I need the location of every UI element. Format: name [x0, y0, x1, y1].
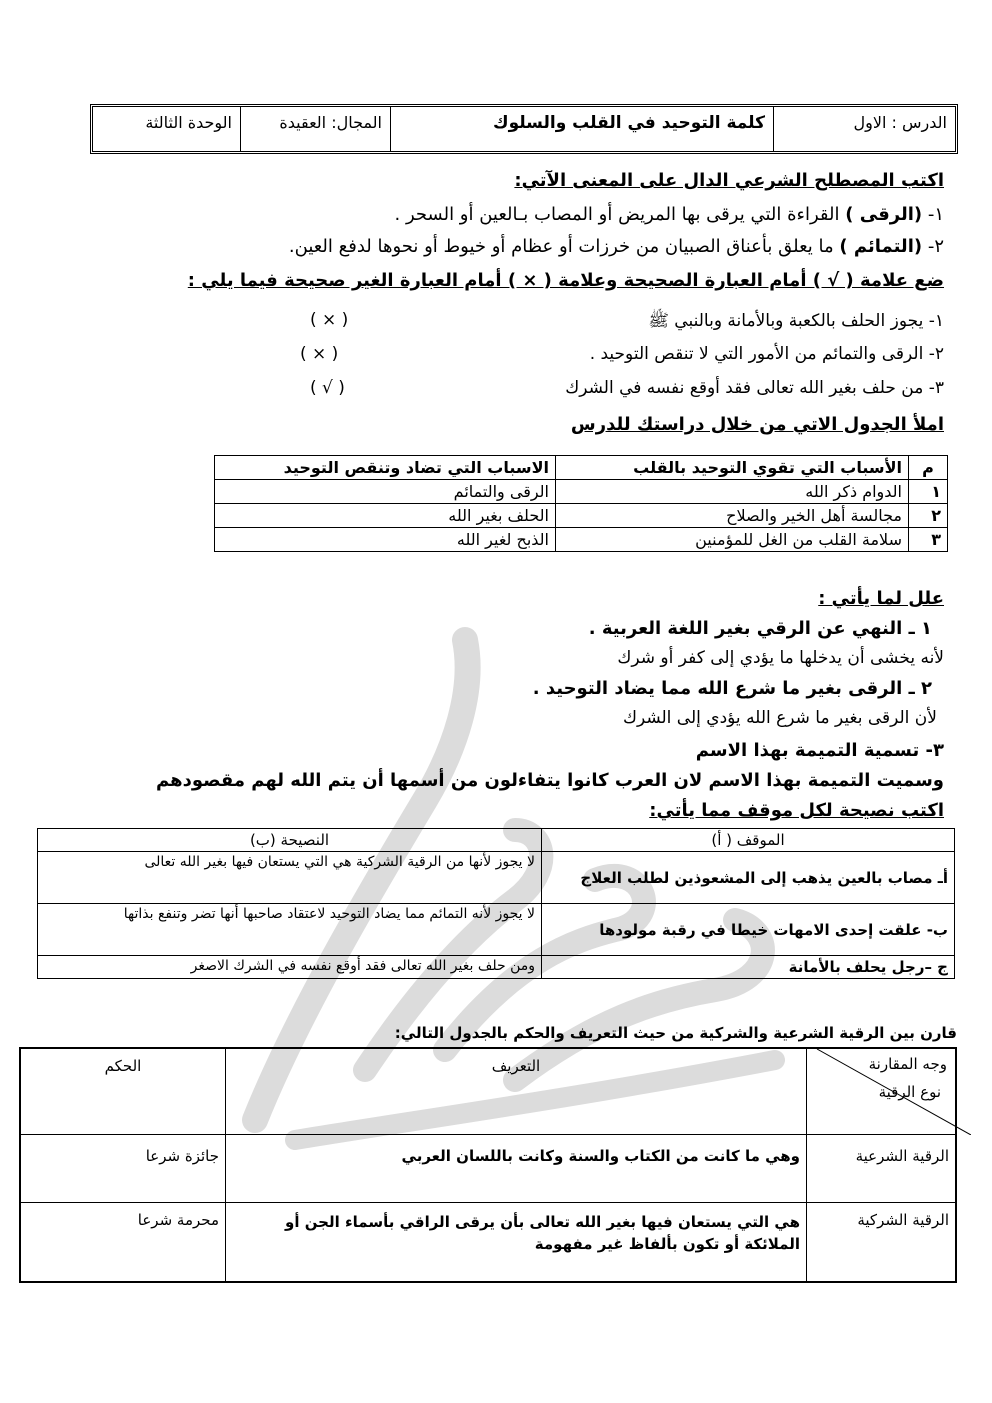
- reason-question-1: ١ ـ النهي عن الرقي بغير اللغة العربية .: [588, 618, 932, 639]
- term-item-text: ما يعلق بأعناق الصبيان من خرزات أو عظام أو خيوط أو نحوها لدفع العين.: [288, 236, 834, 257]
- header-box: [90, 104, 958, 154]
- lesson-title: كلمة التوحيد في القلب والسلوك: [390, 107, 773, 151]
- table-row: [215, 528, 948, 552]
- table-cell: وهي ما كانت من الكتاب والسنة وكانت باللسان العربي: [226, 1134, 807, 1202]
- table-cell: جائزة شرعا: [20, 1134, 226, 1202]
- table-row: [20, 1202, 956, 1282]
- truefalse-item-3: ٣- من حلف بغير الله تعالى فقد أوقع نفسه في الشرك: [565, 378, 944, 398]
- table-header-row: [215, 456, 948, 480]
- term-item-2: [289, 236, 944, 257]
- truefalse-mark-1: ( × ): [310, 310, 349, 330]
- table-cell: ب- علقت إحدى الامهات خيطا في رقبة مولودها: [542, 904, 955, 956]
- table-header-row: [20, 1048, 956, 1134]
- reason-question-3: ٣- تسمية التميمة بهذا الاسم: [695, 740, 944, 761]
- truefalse-item-1: ١- يجوز الحلف بالكعبة وبالأمانة وبالنبي ﷺ: [648, 311, 944, 331]
- reason-answer-3: وسميت التميمة بهذا الاسم لان العرب كانوا يتفاءلون من أسمها أن يتم الله لهم مقصودهم: [156, 770, 944, 791]
- section6-heading: قارن بين الرقية الشرعية والشركية من حيث التعريف والحكم بالجدول التالي:: [394, 1024, 957, 1042]
- table-cell: الحلف بغير الله: [215, 504, 556, 528]
- table-cell: ومن حلف بغير الله تعالى فقد أوقع نفسه في الشرك الاصغر: [38, 956, 542, 979]
- table-cell: الرقى والتمائم: [215, 480, 556, 504]
- section2-heading: ضع علامة ( √ ) أمام العبارة الصحيحة وعلامة ( × ) أمام العبارة الغير صحيحة فيما يلي :: [187, 270, 944, 291]
- corner-top-label: وجه المقارنة: [868, 1055, 947, 1073]
- table-header-cell: التعريف: [226, 1048, 807, 1134]
- table-cell: ٢: [909, 504, 948, 528]
- table-cell: ٣: [909, 528, 948, 552]
- truefalse-mark-3: ( √ ): [310, 378, 345, 398]
- field-label: المجال: العقيدة: [240, 107, 390, 151]
- table-cell: لا يجوز لأنها من الرقية الشركية هي التي يستعان فيها بغير الله تعالى: [38, 852, 542, 904]
- table-header-cell: الموقف ( أ): [542, 829, 955, 852]
- term-item-1: [395, 204, 944, 225]
- table-cell: سلامة القلب من الغل للمؤمنين: [556, 528, 909, 552]
- table-cell: هي التي يستعان فيها بغير الله تعالى بأن يرقى الراقي بأسماء الجن أو الملائكة أو تكون بألفاظ غير مفهومة: [226, 1202, 807, 1282]
- lesson-label: الدرس : الاول: [773, 107, 955, 151]
- section1-heading: اكتب المصطلح الشرعي الدال على المعنى الآتي:: [514, 170, 944, 191]
- table-header-cell: الاسباب التي تضاد وتنقص التوحيد: [215, 456, 556, 480]
- truefalse-item-2: ٢- الرقى والتمائم من الأمور التي لا تنقص التوحيد .: [589, 344, 944, 364]
- table-cell: أـ مصاب بالعين يذهب إلى المشعوذين لطلب العلاج: [542, 852, 955, 904]
- corner-cell: [807, 1048, 957, 1134]
- table-cell: الدوام ذكر الله: [556, 480, 909, 504]
- table-cell: لا يجوز لأنه التمائم مما يضاد التوحيد لاعتقاد صاحبها أنها تضر وتنفع بذاتها: [38, 904, 542, 956]
- section4-heading: علل لما يأتي :: [818, 588, 944, 609]
- table-row: [38, 852, 955, 904]
- table-cell: مجالسة أهل الخير والصلاح: [556, 504, 909, 528]
- table-header-cell: الأسباب التي تقوي التوحيد بالقلب: [556, 456, 909, 480]
- reason-answer-2: لأن الرقى بغير ما شرع الله يؤدي إلى الشرك: [622, 708, 937, 728]
- term-item-num: ١-: [927, 204, 944, 225]
- reason-question-2: ٢ ـ الرقى بغير ما شرع الله مما يضاد التوحيد .: [532, 678, 932, 699]
- table-cell: الرقية الشرعية: [807, 1134, 957, 1202]
- table-row: [38, 956, 955, 979]
- term-item-text: القراءة التي يرقى بها المريض أو المصاب بـالعين أو السحر .: [394, 204, 840, 225]
- table-cell: الرقية الشركية: [807, 1202, 957, 1282]
- unit-label: الوحدة الثالثة: [145, 113, 232, 132]
- section3-heading: املأ الجدول الاتي من خلال دراستك للدرس: [570, 414, 944, 435]
- table-header-cell: الحكم: [20, 1048, 226, 1134]
- table-cell: محرمة شرعا: [20, 1202, 226, 1282]
- causes-table: [214, 455, 948, 552]
- table-header-cell: م: [909, 456, 948, 480]
- term-item-term: (الرقى ): [845, 204, 923, 225]
- table-row: [20, 1134, 956, 1202]
- table-header-row: [38, 829, 955, 852]
- table-cell: الذبح لغير الله: [215, 528, 556, 552]
- table-row: [215, 480, 948, 504]
- table-header-cell: النصيحة (ب): [38, 829, 542, 852]
- truefalse-mark-2: ( × ): [300, 344, 339, 364]
- corner-bottom-label: نوع الرقية: [878, 1083, 941, 1101]
- term-item-term: (التمائم ): [839, 236, 923, 257]
- reason-answer-1: لأنه يخشى أن يدخلها ما يؤدي إلى كفر أو شرك: [617, 648, 944, 668]
- advice-table: [37, 828, 955, 979]
- table-row: [215, 504, 948, 528]
- term-item-num: ٢-: [927, 236, 944, 257]
- section5-heading: اكتب نصيحة لكل موقف مما يأتي:: [649, 800, 944, 821]
- table-row: [38, 904, 955, 956]
- table-cell: ١: [909, 480, 948, 504]
- comparison-table: [19, 1047, 957, 1283]
- table-cell: ج –رجل يحلف بالأمانة: [542, 956, 955, 979]
